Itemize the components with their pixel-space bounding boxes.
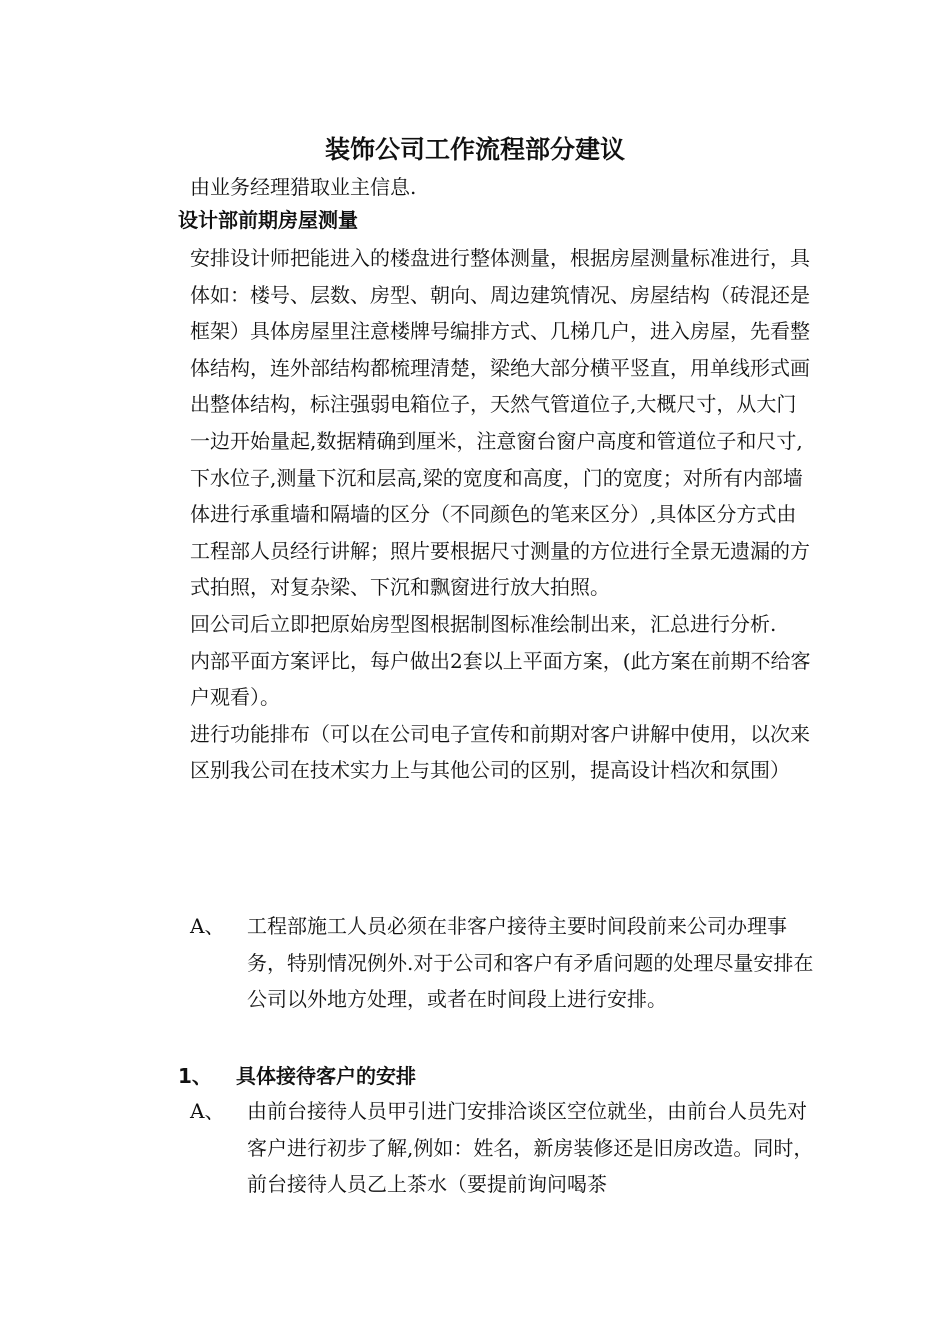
- list-item-text: 工程部施工人员必须在非客户接待主要时间段前来公司办理事务，特别情况例外.对于公司和客户有矛盾问题的处理尽量安排在公司以外地方处理，或者在时间段上进行安排。: [247, 914, 814, 1012]
- list-item-a-construction: [190, 908, 815, 1018]
- survey-paragraph: 安排设计师把能进入的楼盘进行整体测量，根据房屋测量标准进行，具体如：楼号、层数、房型、朝向、周边建筑情况、房屋结构（砖混还是框架）具体房屋里注意楼牌号编排方式、几梯几户，进入房屋，先看整体结构，连外部结构都梳理清楚，梁绝大部分横平竖直，用单线形式画出整体结构，标注强弱电箱位子，天然气管道位子,大概尺寸，从大门一边开始量起,数据精确到厘米，注意窗台窗户高度和管道位子和尺寸,下水位子,测量下沉和层高,梁的宽度和高度，门的宽度；对所有内部墙体进行承重墙和隔墙的区分（不同颜色的笔来区分）,具体区分方式由工程部人员经行讲解；照片要根据尺寸测量的方位进行全景无遗漏的方式拍照，对复杂梁、下沉和飘窗进行放大拍照。: [190, 246, 810, 600]
- list-marker: A、: [190, 914, 225, 938]
- document-title: 装饰公司工作流程部分建议: [324, 135, 625, 164]
- section-heading-reception: [178, 1060, 778, 1092]
- list-marker: A、: [190, 1099, 225, 1123]
- section-number: 1、: [178, 1064, 212, 1088]
- plan-comparison-paragraph: 内部平面方案评比，每户做出2套以上平面方案，(此方案在前期不给客户观看）。: [190, 648, 811, 710]
- drawing-paragraph: 回公司后立即把原始房型图根据制图标准绘制出来，汇总进行分析.: [190, 611, 777, 636]
- survey-body: [190, 240, 815, 789]
- list-item-text: 由前台接待人员甲引进门安排洽谈区空位就坐，由前台人员先对客户进行初步了解,例如：姓名，新房装修还是旧房改造。同时，前台接待人员乙上茶水（要提前询问喝茶: [247, 1099, 814, 1197]
- section-heading-text: 具体接待客户的安排: [236, 1064, 416, 1088]
- function-layout-paragraph: 进行功能排布（可以在公司电子宣传和前期对客户讲解中使用，以次来区别我公司在技术实力上与其他公司的区别，提高设计档次和氛围）: [190, 721, 810, 783]
- section-heading-survey: 设计部前期房屋测量: [178, 208, 358, 232]
- intro-line: 由业务经理猎取业主信息.: [190, 175, 417, 199]
- list-item-a-reception: [190, 1093, 815, 1203]
